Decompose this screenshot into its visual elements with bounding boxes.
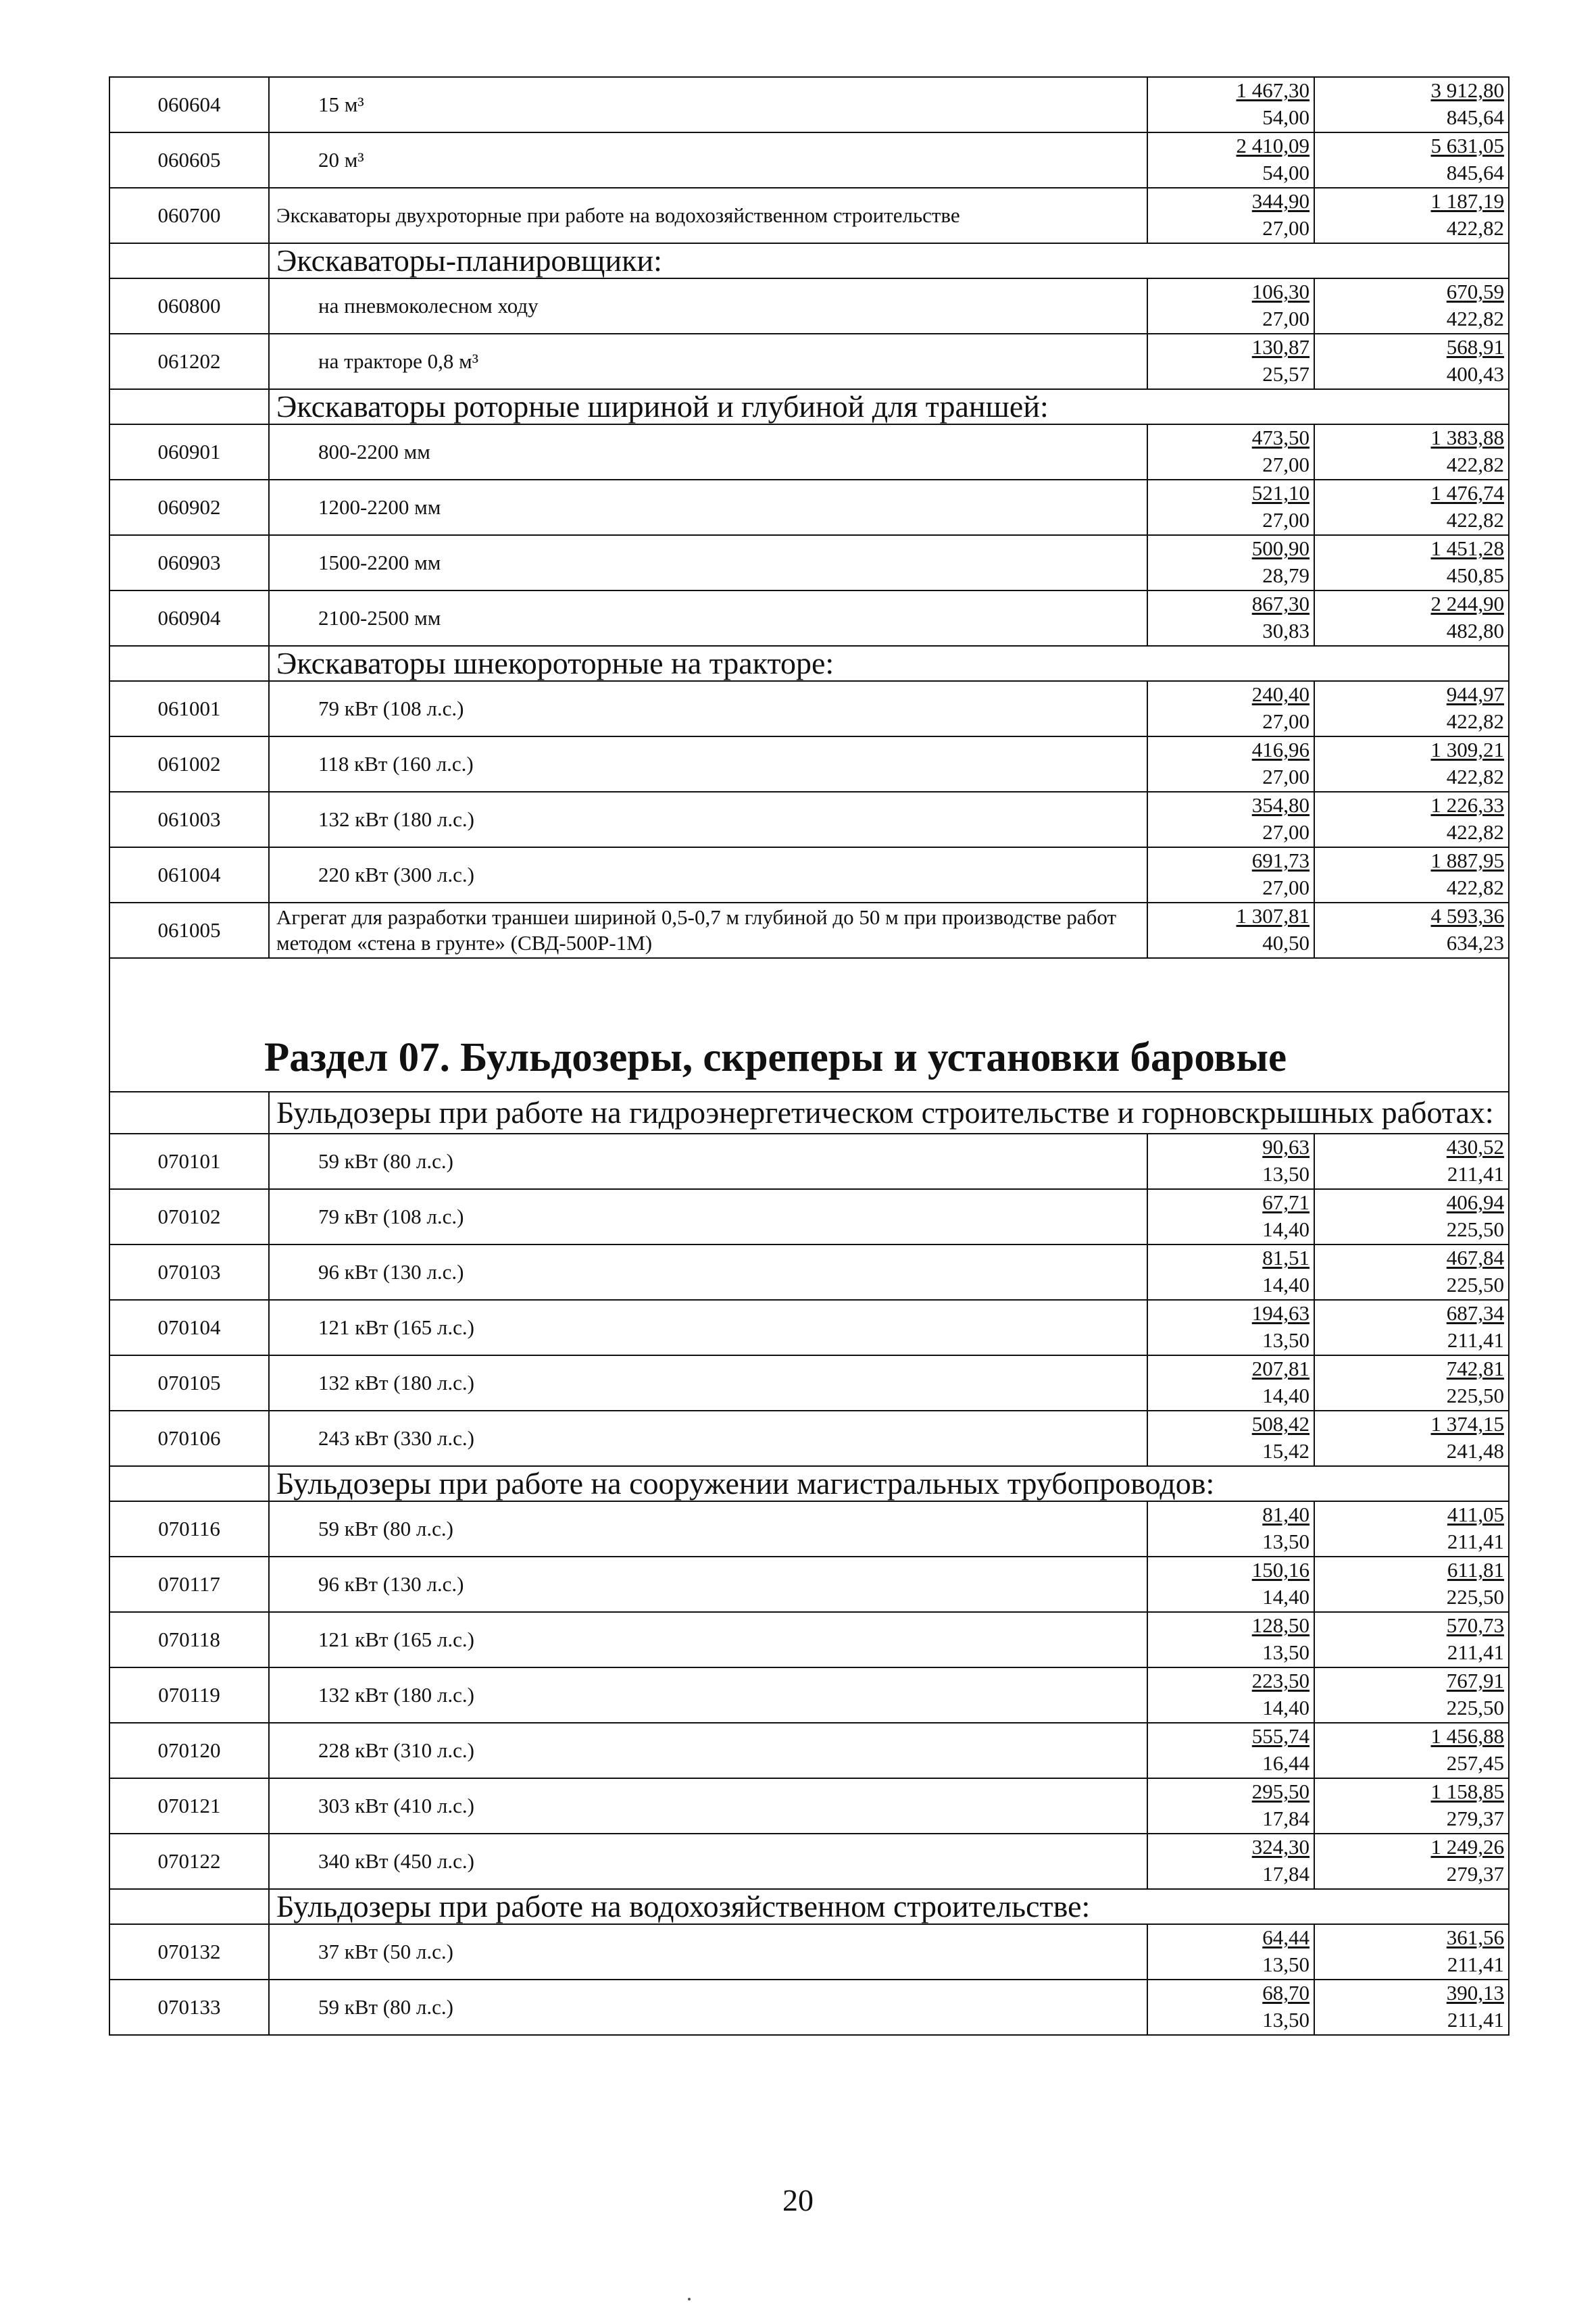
- rate-value-bottom: 225,50: [1446, 1585, 1504, 1609]
- rate-value-top: 568,91: [1446, 335, 1504, 359]
- rate-cell-1: [1147, 736, 1314, 792]
- rate-cell-2: [1314, 1667, 1509, 1723]
- rate-value-top: 1 456,88: [1430, 1724, 1504, 1748]
- item-code: 060904: [109, 590, 269, 646]
- rate-value-bottom: 422,82: [1446, 453, 1504, 476]
- rate-value-bottom: 14,40: [1262, 1273, 1310, 1297]
- item-code: 070104: [109, 1300, 269, 1355]
- item-code: 060800: [109, 278, 269, 334]
- table-row: [109, 590, 1509, 646]
- rate-value-top: 1 187,19: [1430, 189, 1504, 213]
- table-row: [109, 424, 1509, 480]
- item-code: 070121: [109, 1778, 269, 1834]
- item-code: 061202: [109, 334, 269, 389]
- rate-value-bottom: 422,82: [1446, 765, 1504, 788]
- rate-value-bottom: 27,00: [1262, 876, 1310, 899]
- rate-value-bottom: 30,83: [1262, 619, 1310, 643]
- rate-value-top: 406,94: [1446, 1190, 1504, 1214]
- rate-cell-1: [1147, 1834, 1314, 1889]
- table-row: [109, 736, 1509, 792]
- rate-value-bottom: 482,80: [1446, 619, 1504, 643]
- item-description: 121 кВт (165 л.с.): [269, 1300, 1147, 1355]
- rate-value-top: 691,73: [1251, 849, 1310, 872]
- rate-value-bottom: 27,00: [1262, 508, 1310, 532]
- rate-value-top: 430,52: [1446, 1135, 1504, 1159]
- table-row: [109, 1667, 1509, 1723]
- group-code-cell: [109, 1466, 269, 1501]
- rate-value-bottom: 241,48: [1446, 1439, 1504, 1463]
- table-row: [109, 1723, 1509, 1778]
- rate-cell-2: [1314, 77, 1509, 132]
- rate-value-top: 1 476,74: [1430, 481, 1504, 505]
- rate-value-top: 508,42: [1251, 1412, 1310, 1436]
- rate-cell-1: [1147, 132, 1314, 188]
- item-description: 228 кВт (310 л.с.): [269, 1723, 1147, 1778]
- table-row: [109, 681, 1509, 736]
- page-number: 20: [782, 2183, 814, 2217]
- item-code: 070101: [109, 1134, 269, 1189]
- rate-cell-2: [1314, 132, 1509, 188]
- item-description: 800-2200 мм: [269, 424, 1147, 480]
- group-row: [109, 389, 1509, 424]
- item-description: Агрегат для разработки траншеи шириной 0,5-0,7 м глубиной до 50 м при производстве работ методом «стена в грунте» (СВД-500Р-1М): [269, 903, 1147, 958]
- rate-value-top: 130,87: [1251, 335, 1310, 359]
- group-heading: Экскаваторы роторные шириной и глубиной для траншей:: [269, 389, 1509, 424]
- rate-value-bottom: 225,50: [1446, 1384, 1504, 1407]
- rate-value-bottom: 27,00: [1262, 216, 1310, 240]
- group-row: [109, 1092, 1509, 1134]
- item-code: 070120: [109, 1723, 269, 1778]
- rate-value-top: 207,81: [1251, 1357, 1310, 1380]
- rate-cell-2: [1314, 535, 1509, 590]
- rate-value-top: 411,05: [1447, 1503, 1504, 1526]
- item-code: 070119: [109, 1667, 269, 1723]
- group-row: [109, 243, 1509, 278]
- rate-value-top: 324,30: [1251, 1835, 1310, 1859]
- item-description: 132 кВт (180 л.с.): [269, 1355, 1147, 1411]
- rate-value-top: 2 410,09: [1236, 134, 1310, 157]
- rate-cell-2: [1314, 1355, 1509, 1411]
- item-code: 060902: [109, 480, 269, 535]
- rate-cell-1: [1147, 1557, 1314, 1612]
- rate-value-bottom: 28,79: [1262, 563, 1310, 587]
- group-heading: Бульдозеры при работе на сооружении магистральных трубопроводов:: [269, 1466, 1509, 1501]
- rate-cell-2: [1314, 1411, 1509, 1466]
- table-row: [109, 132, 1509, 188]
- rate-cell-1: [1147, 1300, 1314, 1355]
- rate-value-bottom: 27,00: [1262, 820, 1310, 844]
- rate-cell-1: [1147, 1778, 1314, 1834]
- rate-value-top: 1 249,26: [1430, 1835, 1504, 1859]
- rate-value-bottom: 225,50: [1446, 1696, 1504, 1719]
- rate-cell-1: [1147, 1501, 1314, 1557]
- rate-value-top: 1 451,28: [1430, 536, 1504, 560]
- item-description: 132 кВт (180 л.с.): [269, 1667, 1147, 1723]
- item-code: 061001: [109, 681, 269, 736]
- table-row: [109, 1501, 1509, 1557]
- rate-value-top: 67,71: [1262, 1190, 1310, 1214]
- rate-value-top: 742,81: [1446, 1357, 1504, 1380]
- rate-cell-2: [1314, 590, 1509, 646]
- item-code: 060903: [109, 535, 269, 590]
- item-code: 070122: [109, 1834, 269, 1889]
- rate-cell-2: [1314, 1924, 1509, 1980]
- item-code: 061002: [109, 736, 269, 792]
- rate-value-bottom: 211,41: [1447, 1953, 1504, 1976]
- item-code: 060901: [109, 424, 269, 480]
- rate-cell-1: [1147, 1134, 1314, 1189]
- rate-value-top: 81,40: [1262, 1503, 1310, 1526]
- item-code: 060605: [109, 132, 269, 188]
- group-code-cell: [109, 243, 269, 278]
- rate-cell-1: [1147, 188, 1314, 243]
- rate-cell-1: [1147, 1411, 1314, 1466]
- section-row: [109, 958, 1509, 1092]
- rate-cell-1: [1147, 1355, 1314, 1411]
- rate-value-top: 555,74: [1251, 1724, 1310, 1748]
- rate-value-top: 1 226,33: [1430, 793, 1504, 817]
- rate-value-top: 390,13: [1446, 1981, 1504, 2005]
- table-row: [109, 1244, 1509, 1300]
- rate-cell-1: [1147, 590, 1314, 646]
- rate-cell-1: [1147, 1189, 1314, 1244]
- rate-value-bottom: 257,45: [1446, 1751, 1504, 1775]
- group-code-cell: [109, 1889, 269, 1924]
- group-row: [109, 1466, 1509, 1501]
- rate-value-top: 570,73: [1446, 1613, 1504, 1637]
- rate-value-top: 1 887,95: [1430, 849, 1504, 872]
- rate-value-top: 944,97: [1446, 682, 1504, 706]
- rate-cell-2: [1314, 736, 1509, 792]
- group-row: [109, 646, 1509, 681]
- item-description: 96 кВт (130 л.с.): [269, 1557, 1147, 1612]
- rate-value-bottom: 211,41: [1447, 2008, 1504, 2032]
- item-description: 59 кВт (80 л.с.): [269, 1501, 1147, 1557]
- rate-cell-2: [1314, 1612, 1509, 1667]
- rate-value-top: 361,56: [1446, 1926, 1504, 1949]
- rate-value-bottom: 845,64: [1446, 105, 1504, 129]
- rate-value-bottom: 400,43: [1446, 362, 1504, 386]
- item-code: 070132: [109, 1924, 269, 1980]
- rate-value-bottom: 422,82: [1446, 820, 1504, 844]
- rate-value-top: 194,63: [1251, 1301, 1310, 1325]
- rate-cell-1: [1147, 1723, 1314, 1778]
- item-description: на пневмоколесном ходу: [269, 278, 1147, 334]
- scan-speck: [688, 2298, 691, 2300]
- rate-value-bottom: 16,44: [1262, 1751, 1310, 1775]
- rate-value-top: 467,84: [1446, 1246, 1504, 1269]
- rate-cell-1: [1147, 480, 1314, 535]
- rate-cell-2: [1314, 1134, 1509, 1189]
- rate-value-bottom: 279,37: [1446, 1862, 1504, 1886]
- rate-cell-2: [1314, 1723, 1509, 1778]
- rate-cell-1: [1147, 1612, 1314, 1667]
- rate-value-top: 1 158,85: [1430, 1780, 1504, 1803]
- rate-value-bottom: 422,82: [1446, 508, 1504, 532]
- rate-cell-2: [1314, 1980, 1509, 2035]
- item-description: 243 кВт (330 л.с.): [269, 1411, 1147, 1466]
- rate-cell-2: [1314, 278, 1509, 334]
- rate-value-bottom: 13,50: [1262, 2008, 1310, 2032]
- rate-cell-1: [1147, 681, 1314, 736]
- rate-cell-2: [1314, 1300, 1509, 1355]
- rate-value-top: 1 383,88: [1430, 426, 1504, 449]
- rate-cell-1: [1147, 535, 1314, 590]
- table-row: [109, 1778, 1509, 1834]
- rate-value-bottom: 225,50: [1446, 1273, 1504, 1297]
- rate-value-top: 4 593,36: [1430, 904, 1504, 928]
- table-row: [109, 1355, 1509, 1411]
- table-row: [109, 903, 1509, 958]
- table-row: [109, 1924, 1509, 1980]
- table-row: [109, 1411, 1509, 1466]
- rate-value-top: 81,51: [1262, 1246, 1310, 1269]
- item-code: 060604: [109, 77, 269, 132]
- group-heading: Экскаваторы шнекороторные на тракторе:: [269, 646, 1509, 681]
- rate-value-bottom: 634,23: [1446, 931, 1504, 955]
- rate-value-bottom: 17,84: [1262, 1807, 1310, 1830]
- rate-cell-1: [1147, 792, 1314, 847]
- rate-value-top: 90,63: [1262, 1135, 1310, 1159]
- rate-value-bottom: 54,00: [1262, 105, 1310, 129]
- group-code-cell: [109, 646, 269, 681]
- rate-cell-1: [1147, 1924, 1314, 1980]
- rate-cell-2: [1314, 424, 1509, 480]
- item-description: 79 кВт (108 л.с.): [269, 681, 1147, 736]
- item-code: 061005: [109, 903, 269, 958]
- item-description: 220 кВт (300 л.с.): [269, 847, 1147, 903]
- table-row: [109, 334, 1509, 389]
- item-description: 59 кВт (80 л.с.): [269, 1980, 1147, 2035]
- rate-cell-2: [1314, 480, 1509, 535]
- rate-cell-1: [1147, 903, 1314, 958]
- group-code-cell: [109, 1092, 269, 1134]
- rate-value-top: 687,34: [1446, 1301, 1504, 1325]
- rate-cell-1: [1147, 424, 1314, 480]
- rate-value-top: 64,44: [1262, 1926, 1310, 1949]
- rate-value-bottom: 13,50: [1262, 1530, 1310, 1553]
- rate-value-bottom: 422,82: [1446, 216, 1504, 240]
- group-code-cell: [109, 389, 269, 424]
- table-row: [109, 480, 1509, 535]
- item-description: 15 м³: [269, 77, 1147, 132]
- table-row: [109, 1980, 1509, 2035]
- rate-cell-2: [1314, 1189, 1509, 1244]
- rate-value-top: 767,91: [1446, 1669, 1504, 1692]
- rate-cell-2: [1314, 903, 1509, 958]
- rate-value-bottom: 27,00: [1262, 307, 1310, 330]
- rate-value-top: 1 307,81: [1236, 904, 1310, 928]
- rate-value-top: 1 309,21: [1430, 738, 1504, 761]
- table-row: [109, 188, 1509, 243]
- rate-value-top: 223,50: [1251, 1669, 1310, 1692]
- rate-value-bottom: 13,50: [1262, 1162, 1310, 1186]
- rate-cell-1: [1147, 77, 1314, 132]
- group-heading: Экскаваторы-планировщики:: [269, 243, 1509, 278]
- item-code: 070105: [109, 1355, 269, 1411]
- item-description: 79 кВт (108 л.с.): [269, 1189, 1147, 1244]
- table-row: [109, 1557, 1509, 1612]
- rate-value-bottom: 845,64: [1446, 161, 1504, 184]
- item-description: на тракторе 0,8 м³: [269, 334, 1147, 389]
- table-row: [109, 278, 1509, 334]
- item-description: 121 кВт (165 л.с.): [269, 1612, 1147, 1667]
- rate-value-top: 295,50: [1251, 1780, 1310, 1803]
- rate-cell-1: [1147, 847, 1314, 903]
- rate-value-top: 68,70: [1262, 1981, 1310, 2005]
- rate-cell-1: [1147, 278, 1314, 334]
- rate-value-top: 128,50: [1251, 1613, 1310, 1637]
- rate-value-bottom: 27,00: [1262, 453, 1310, 476]
- item-code: 070103: [109, 1244, 269, 1300]
- rate-value-bottom: 13,50: [1262, 1953, 1310, 1976]
- rate-value-top: 240,40: [1251, 682, 1310, 706]
- item-code: 070133: [109, 1980, 269, 2035]
- rate-value-bottom: 422,82: [1446, 307, 1504, 330]
- rate-value-bottom: 14,40: [1262, 1384, 1310, 1407]
- table-row: [109, 1134, 1509, 1189]
- rate-cell-2: [1314, 1501, 1509, 1557]
- item-code: 061003: [109, 792, 269, 847]
- rate-value-top: 867,30: [1251, 592, 1310, 615]
- item-description: 20 м³: [269, 132, 1147, 188]
- rates-table-body: [109, 77, 1509, 2035]
- item-code: 070102: [109, 1189, 269, 1244]
- rate-cell-2: [1314, 1834, 1509, 1889]
- table-row: [109, 1834, 1509, 1889]
- group-heading: Бульдозеры при работе на водохозяйственном строительстве:: [269, 1889, 1509, 1924]
- item-description: 1200-2200 мм: [269, 480, 1147, 535]
- rate-value-top: 106,30: [1251, 280, 1310, 303]
- item-code: 070117: [109, 1557, 269, 1612]
- rate-value-bottom: 450,85: [1446, 563, 1504, 587]
- rate-value-top: 1 467,30: [1236, 78, 1310, 102]
- item-description: 96 кВт (130 л.с.): [269, 1244, 1147, 1300]
- item-description: 1500-2200 мм: [269, 535, 1147, 590]
- item-code: 061004: [109, 847, 269, 903]
- table-row: [109, 792, 1509, 847]
- rate-value-top: 2 244,90: [1430, 592, 1504, 615]
- rate-value-bottom: 54,00: [1262, 161, 1310, 184]
- item-description: 37 кВт (50 л.с.): [269, 1924, 1147, 1980]
- rate-value-bottom: 211,41: [1447, 1640, 1504, 1664]
- rate-value-bottom: 211,41: [1447, 1328, 1504, 1352]
- group-row: [109, 1889, 1509, 1924]
- item-code: 070118: [109, 1612, 269, 1667]
- rate-cell-2: [1314, 1244, 1509, 1300]
- item-code: 070116: [109, 1501, 269, 1557]
- rate-value-bottom: 27,00: [1262, 709, 1310, 733]
- rate-value-top: 1 374,15: [1430, 1412, 1504, 1436]
- rate-cell-2: [1314, 681, 1509, 736]
- rate-value-top: 500,90: [1251, 536, 1310, 560]
- rate-value-bottom: 13,50: [1262, 1328, 1310, 1352]
- group-heading: Бульдозеры при работе на гидроэнергетическом строительстве и горновскрышных работах:: [269, 1092, 1509, 1134]
- item-description: 2100-2500 мм: [269, 590, 1147, 646]
- item-description: 59 кВт (80 л.с.): [269, 1134, 1147, 1189]
- rate-value-bottom: 211,41: [1447, 1530, 1504, 1553]
- rate-cell-2: [1314, 188, 1509, 243]
- rate-cell-2: [1314, 1557, 1509, 1612]
- rate-cell-2: [1314, 847, 1509, 903]
- rate-value-top: 354,80: [1251, 793, 1310, 817]
- rate-value-bottom: 15,42: [1262, 1439, 1310, 1463]
- rate-value-top: 344,90: [1251, 189, 1310, 213]
- item-description: 118 кВт (160 л.с.): [269, 736, 1147, 792]
- rate-cell-1: [1147, 1244, 1314, 1300]
- rate-value-top: 5 631,05: [1430, 134, 1504, 157]
- item-description: 132 кВт (180 л.с.): [269, 792, 1147, 847]
- table-row: [109, 1612, 1509, 1667]
- rate-value-top: 3 912,80: [1430, 78, 1504, 102]
- rate-value-top: 416,96: [1251, 738, 1310, 761]
- rate-cell-1: [1147, 334, 1314, 389]
- rate-value-top: 611,81: [1447, 1558, 1504, 1582]
- item-code: 060700: [109, 188, 269, 243]
- table-row: [109, 847, 1509, 903]
- rate-value-bottom: 211,41: [1447, 1162, 1504, 1186]
- rate-value-top: 521,10: [1251, 481, 1310, 505]
- rate-value-bottom: 27,00: [1262, 765, 1310, 788]
- item-description: 340 кВт (450 л.с.): [269, 1834, 1147, 1889]
- rate-value-top: 150,16: [1251, 1558, 1310, 1582]
- rate-cell-2: [1314, 1778, 1509, 1834]
- item-code: 070106: [109, 1411, 269, 1466]
- rates-table: [109, 76, 1510, 2036]
- rate-value-top: 473,50: [1251, 426, 1310, 449]
- rate-value-bottom: 40,50: [1262, 931, 1310, 955]
- rate-value-top: 670,59: [1446, 280, 1504, 303]
- table-row: [109, 1189, 1509, 1244]
- rate-value-bottom: 14,40: [1262, 1696, 1310, 1719]
- item-description: Экскаваторы двухроторные при работе на водохозяйственном строительстве: [269, 188, 1147, 243]
- table-row: [109, 535, 1509, 590]
- rate-value-bottom: 14,40: [1262, 1217, 1310, 1241]
- table-row: [109, 77, 1509, 132]
- table-row: [109, 1300, 1509, 1355]
- rate-value-bottom: 17,84: [1262, 1862, 1310, 1886]
- rate-value-bottom: 422,82: [1446, 709, 1504, 733]
- rate-value-bottom: 225,50: [1446, 1217, 1504, 1241]
- rate-value-bottom: 25,57: [1262, 362, 1310, 386]
- rate-cell-2: [1314, 334, 1509, 389]
- section-title: Раздел 07. Бульдозеры, скреперы и установки баровые: [109, 958, 1509, 1092]
- rate-cell-1: [1147, 1667, 1314, 1723]
- rate-value-bottom: 14,40: [1262, 1585, 1310, 1609]
- rate-cell-1: [1147, 1980, 1314, 2035]
- rate-value-bottom: 422,82: [1446, 876, 1504, 899]
- rate-value-bottom: 279,37: [1446, 1807, 1504, 1830]
- rate-cell-2: [1314, 792, 1509, 847]
- item-description: 303 кВт (410 л.с.): [269, 1778, 1147, 1834]
- rate-value-bottom: 13,50: [1262, 1640, 1310, 1664]
